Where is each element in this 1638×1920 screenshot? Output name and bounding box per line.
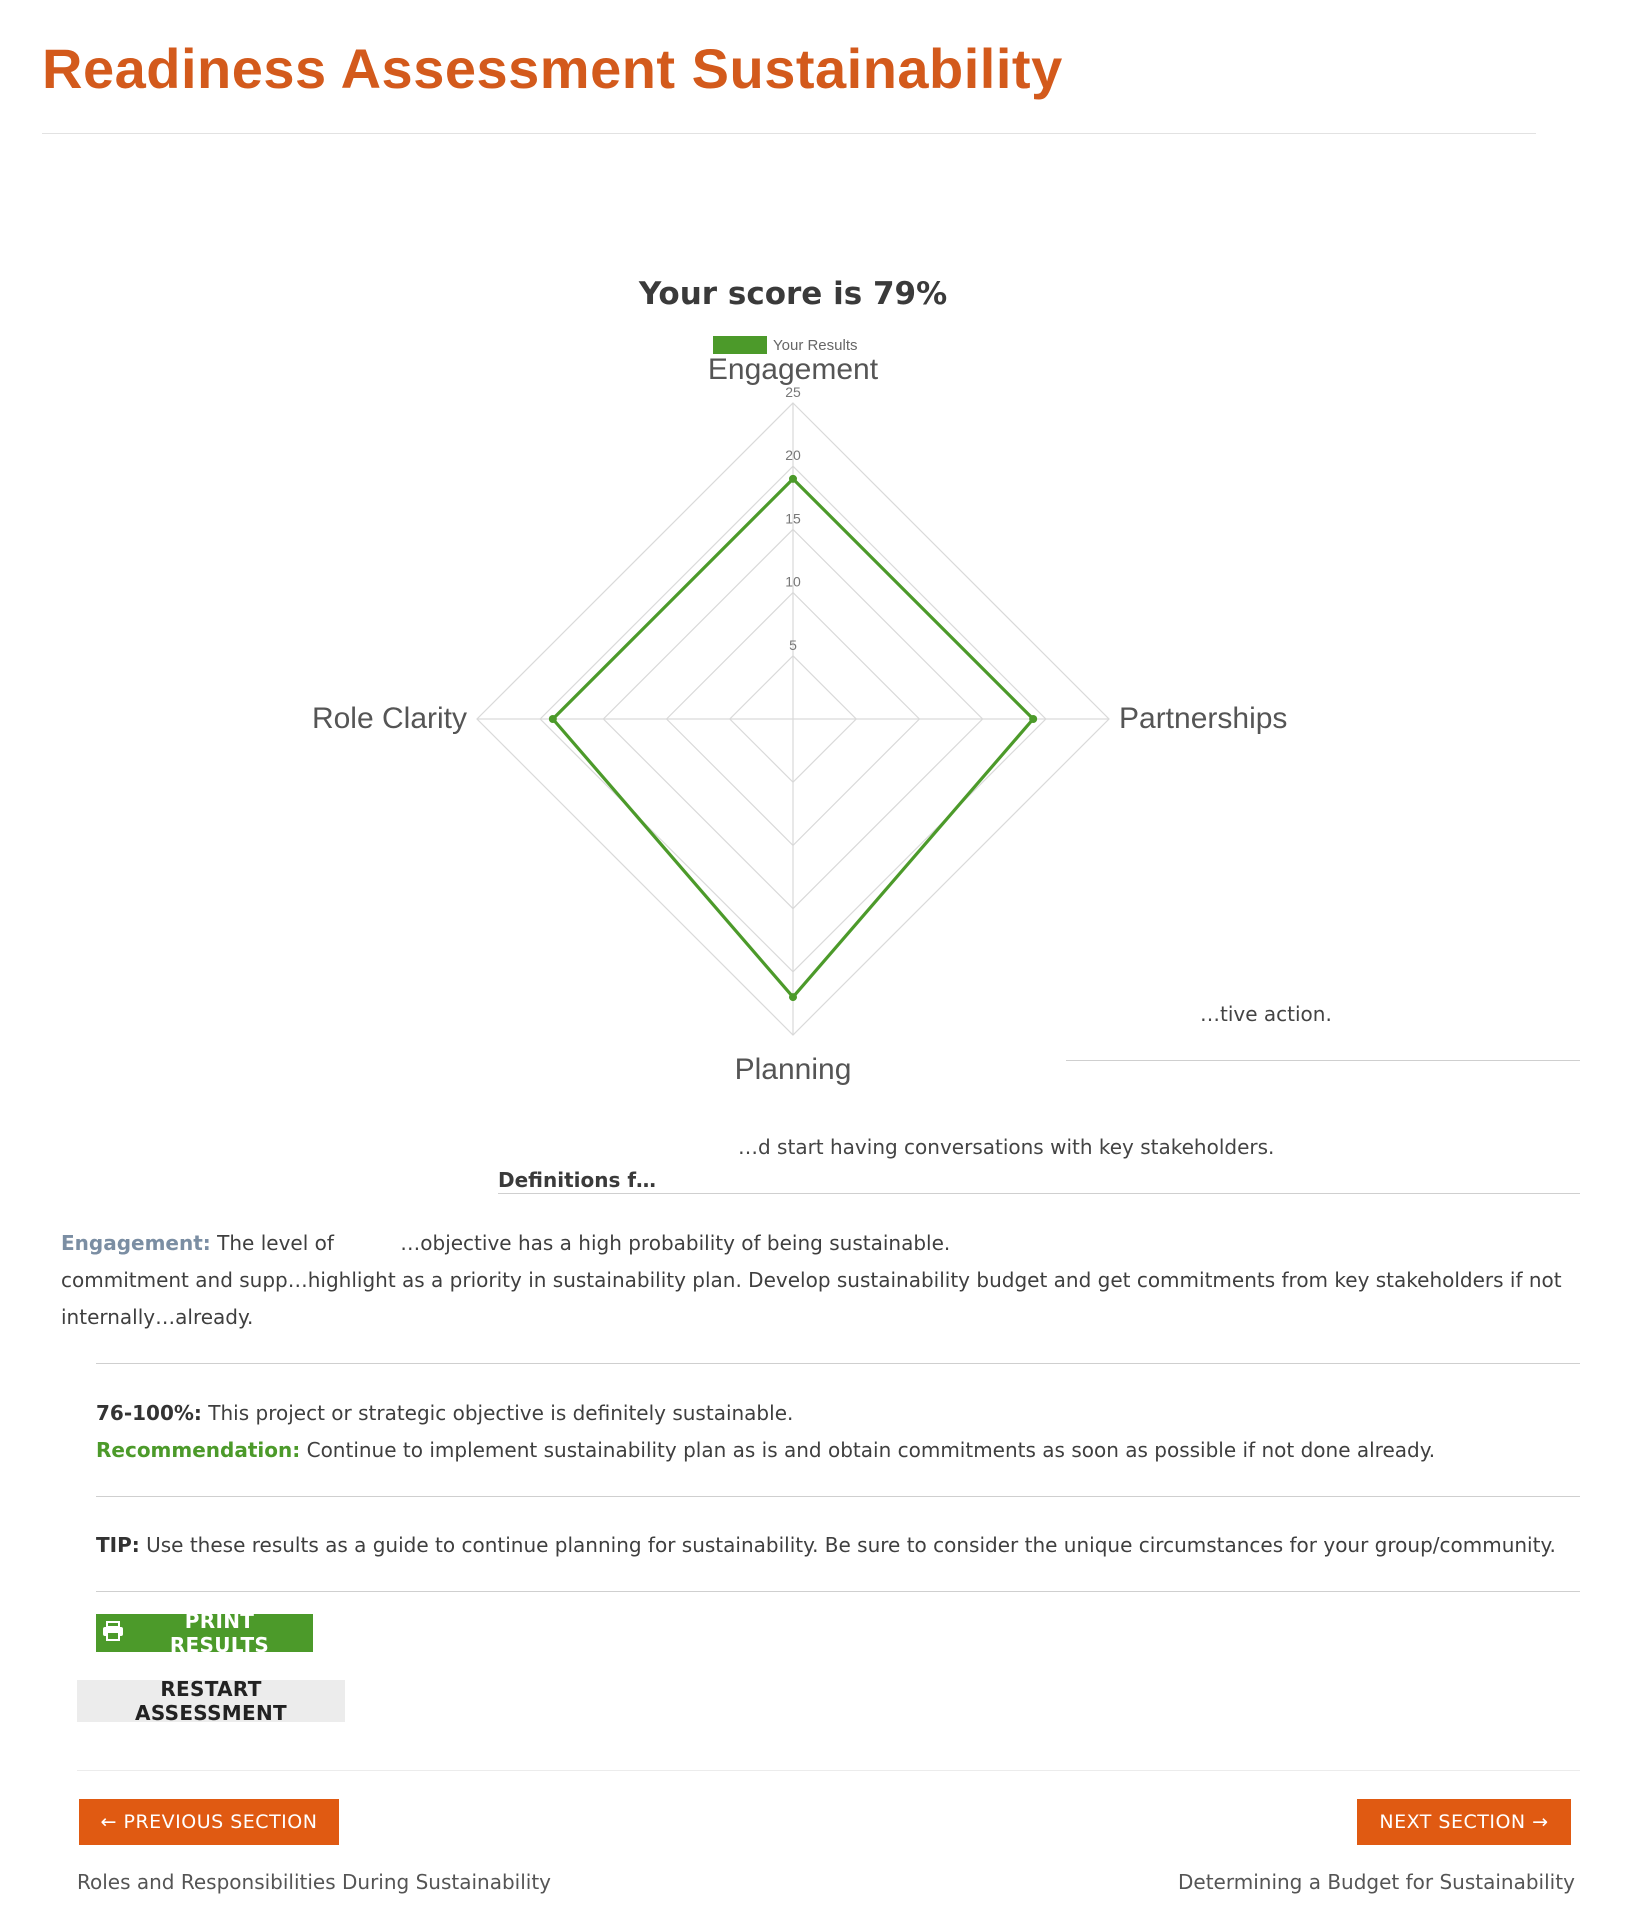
divider-5	[96, 1591, 1580, 1592]
print-results-label: PRINT RESULTS	[169, 1609, 270, 1657]
page-title: Readiness Assessment Sustainability	[42, 37, 1063, 100]
divider-6	[77, 1770, 1580, 1771]
engagement-text: The level of	[217, 1231, 334, 1255]
print-results-button[interactable]	[96, 1609, 313, 1657]
data-point	[1029, 715, 1037, 723]
data-point	[789, 475, 797, 483]
divider-4	[96, 1496, 1580, 1497]
previous-section-caption: Roles and Responsibilities During Sustainability	[77, 1870, 552, 1894]
previous-section-label: ← PREVIOUS SECTION	[100, 1811, 318, 1833]
range-text: This project or strategic objective is definitely sustainable.	[208, 1401, 794, 1425]
tick-label: 25	[785, 384, 801, 400]
tip-block	[96, 1527, 1580, 1564]
tick-label: 10	[785, 573, 801, 590]
result-block	[96, 1395, 1580, 1469]
engagement-label: Engagement:	[61, 1231, 211, 1255]
tip-text: Use these results as a guide to continue planning for sustainability. Be sure to consider the unique circumstances for your group/community.	[146, 1533, 1556, 1557]
tick-label: 5	[789, 636, 797, 653]
tick-label: 20	[785, 447, 801, 464]
next-section-button[interactable]	[1357, 1799, 1571, 1845]
axis-label: Partnerships	[1119, 702, 1288, 735]
axis-label: Engagement	[707, 353, 879, 386]
data-point	[789, 993, 797, 1001]
engagement-line-2: commitment and supp…highlight as a priority in sustainability plan. Develop sustainability budget and get commitments from key stakeholders if not	[61, 1268, 1562, 1292]
recommendation-label: Recommendation:	[96, 1438, 301, 1462]
next-section-label: NEXT SECTION →	[1379, 1811, 1549, 1833]
divider-2	[498, 1193, 1580, 1194]
data-point	[549, 715, 557, 723]
recommendation-text: Continue to implement sustainability plan as is and obtain commitments as soon as possible if not done already.	[306, 1438, 1436, 1462]
overlap-fragment-3: Definitions f…	[498, 1168, 657, 1192]
printer-icon	[102, 1621, 124, 1646]
legend-swatch	[713, 336, 767, 354]
engagement-definition	[61, 1225, 1581, 1336]
range-label: 76-100%:	[96, 1401, 202, 1425]
restart-assessment-button[interactable]: RESTART ASSESSMENT	[77, 1680, 345, 1722]
next-section-caption: Determining a Budget for Sustainability	[1178, 1870, 1575, 1894]
engagement-text-overlap: …objective has a high probability of being sustainable.	[400, 1231, 951, 1255]
legend-label: Your Results	[773, 337, 858, 354]
overlap-fragment-1: …tive action.	[1200, 1002, 1332, 1026]
axis-label: Role Clarity	[311, 702, 467, 735]
divider-3	[96, 1363, 1580, 1364]
engagement-line-3: internally…already.	[61, 1305, 254, 1329]
divider-1	[1066, 1060, 1580, 1061]
tick-label: 15	[785, 510, 801, 527]
chart-title: Your score is 79%	[638, 276, 948, 312]
overlap-fragment-2: …d start having conversations with key stakeholders.	[738, 1135, 1275, 1159]
tip-label: TIP:	[96, 1533, 140, 1557]
axis-label: Planning	[734, 1053, 852, 1086]
previous-section-button[interactable]	[79, 1799, 339, 1845]
